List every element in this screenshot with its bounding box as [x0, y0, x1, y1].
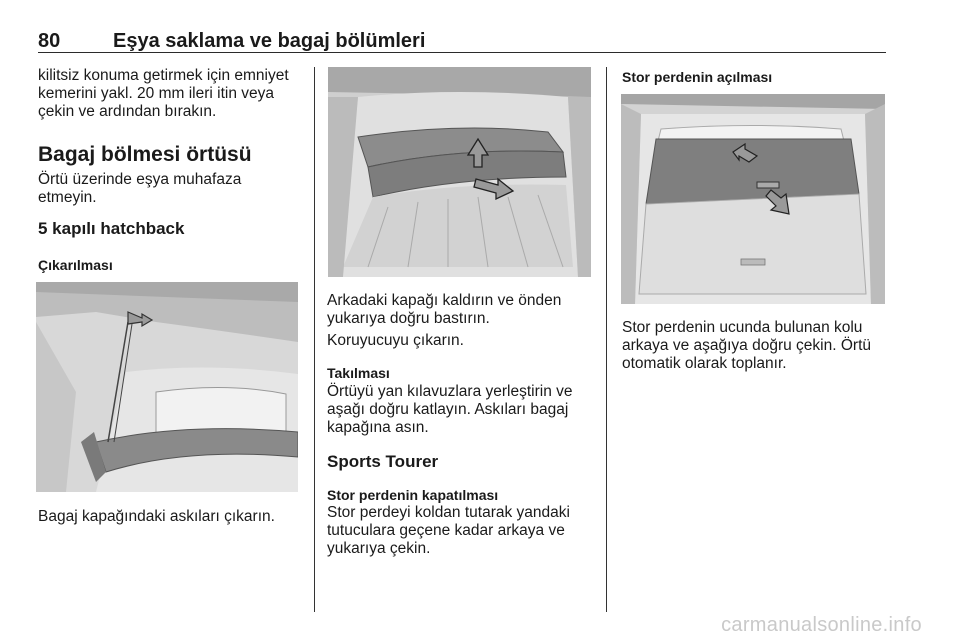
body-text: Örtü üzerinde eşya muhafaza: [38, 171, 242, 188]
watermark: carmanualsonline.info: [721, 614, 922, 636]
procedure-heading: Takılması: [327, 365, 390, 381]
body-text: aşağı doğru katlayın. Askıları bagaj: [327, 401, 569, 418]
body-text: Arkadaki kapağı kaldırın ve önden: [327, 292, 562, 309]
page-number: 80: [38, 30, 61, 52]
body-text: tutuculara geçene kadar arkaya ve: [327, 522, 565, 539]
body-text: yukarıya doğru bastırın.: [327, 310, 490, 327]
body-text: çekin ve ardından bırakın.: [38, 103, 217, 120]
body-text: Koruyucuyu çıkarın.: [327, 332, 464, 349]
procedure-heading: Stor perdenin kapatılması: [327, 487, 499, 503]
subheading: Sports Tourer: [327, 452, 439, 471]
page-title: Eşya saklama ve bagaj bölümleri: [113, 30, 426, 52]
body-text: yukarıya çekin.: [327, 540, 431, 557]
section-heading: Bagaj bölmesi örtüsü: [38, 143, 252, 166]
body-text: kemerini yakl. 20 mm ileri itin veya: [38, 85, 275, 102]
figure-caption: Bagaj kapağındaki askıları çıkarın.: [38, 508, 275, 525]
illustration-cover-lift: [328, 67, 591, 277]
body-text: Stor perdeyi koldan tutarak yandaki: [327, 504, 570, 521]
body-text: otomatik olarak toplanır.: [622, 355, 787, 372]
procedure-heading: Çıkarılması: [38, 257, 113, 273]
column-divider: [314, 67, 315, 612]
body-text: kapağına asın.: [327, 419, 429, 436]
procedure-heading: Stor perdenin açılması: [622, 69, 773, 85]
illustration-blind-open: [621, 94, 885, 304]
illustration-tailgate-straps: [36, 282, 298, 492]
subheading: 5 kapılı hatchback: [38, 219, 185, 238]
column-divider: [606, 67, 607, 612]
body-text: etmeyin.: [38, 189, 97, 206]
body-text: kilitsiz konuma getirmek için emniyet: [38, 67, 289, 84]
page-header: [38, 30, 886, 53]
body-text: Örtüyü yan kılavuzlara yerleştirin ve: [327, 383, 573, 400]
body-text: Stor perdenin ucunda bulunan kolu: [622, 319, 863, 336]
body-text: arkaya ve aşağıya doğru çekin. Örtü: [622, 337, 871, 354]
